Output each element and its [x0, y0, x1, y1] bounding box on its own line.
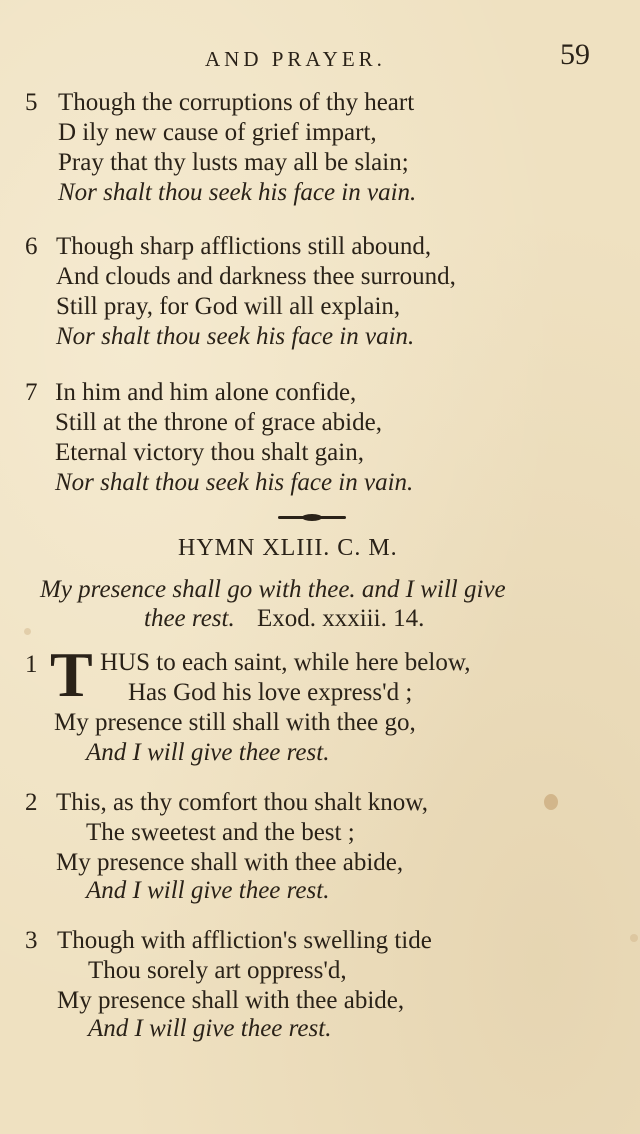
stanza-number: 1 [25, 651, 38, 678]
page-number: 59 [560, 38, 590, 71]
verse-line: Though sharp afflictions still abound, [56, 233, 432, 260]
verse-line: My presence shall with thee abide, [57, 987, 405, 1014]
verse-line: In him and him alone confide, [55, 379, 357, 406]
verse-line: Though with affliction's swelling tide [57, 927, 432, 954]
epigraph-continuation: thee rest. [144, 605, 235, 632]
verse-refrain: And I will give thee rest. [86, 877, 330, 904]
verse-line: And clouds and darkness thee surround, [56, 263, 456, 290]
stanza-number: 5 [25, 89, 38, 116]
paper-stain [544, 794, 558, 810]
verse-line: HUS to each saint, while here below, [100, 649, 471, 676]
verse-line: The sweetest and the best ; [86, 819, 355, 846]
scripture-reference: Exod. xxxiii. 14. [256, 605, 425, 632]
verse-line: My presence shall with thee abide, [56, 849, 404, 876]
paper-stain [630, 934, 638, 942]
verse-line: Still at the throne of grace abide, [55, 409, 382, 436]
verse-refrain: And I will give thee rest. [88, 1015, 332, 1042]
verse-line: This, as thy comfort thou shalt know, [56, 789, 428, 816]
verse-refrain: Nor shalt thou seek his face in vain. [55, 469, 414, 496]
stanza-number: 7 [25, 379, 38, 406]
paper-stain [24, 628, 31, 635]
verse-line: D ily new cause of grief impart, [58, 119, 377, 146]
verse-line: Pray that thy lusts may all be slain; [58, 149, 409, 176]
stanza-number: 6 [25, 233, 38, 260]
verse-line: Thou sorely art oppress'd, [88, 957, 347, 984]
stanza-number: 2 [25, 789, 38, 816]
verse-line: My presence still shall with thee go, [54, 709, 416, 736]
epigraph-reference-line [144, 605, 424, 633]
verse-line: Has God his love express'd ; [128, 679, 413, 706]
stanza-number: 3 [25, 927, 38, 954]
running-head: AND PRAYER. [205, 47, 386, 71]
verse-refrain: Nor shalt thou seek his face in vain. [56, 323, 415, 350]
verse-line: Still pray, for God will all explain, [56, 293, 401, 320]
verse-refrain: And I will give thee rest. [86, 739, 330, 766]
verse-refrain: Nor shalt thou seek his face in vain. [58, 179, 417, 206]
hymn-title: HYMN XLIII. C. M. [178, 535, 398, 561]
drop-cap: T [50, 639, 93, 710]
verse-line: Though the corruptions of thy heart [58, 89, 415, 116]
ornamental-rule [278, 516, 346, 519]
epigraph-line: My presence shall go with thee. and I will give [40, 576, 506, 603]
verse-line: Eternal victory thou shalt gain, [55, 439, 364, 466]
